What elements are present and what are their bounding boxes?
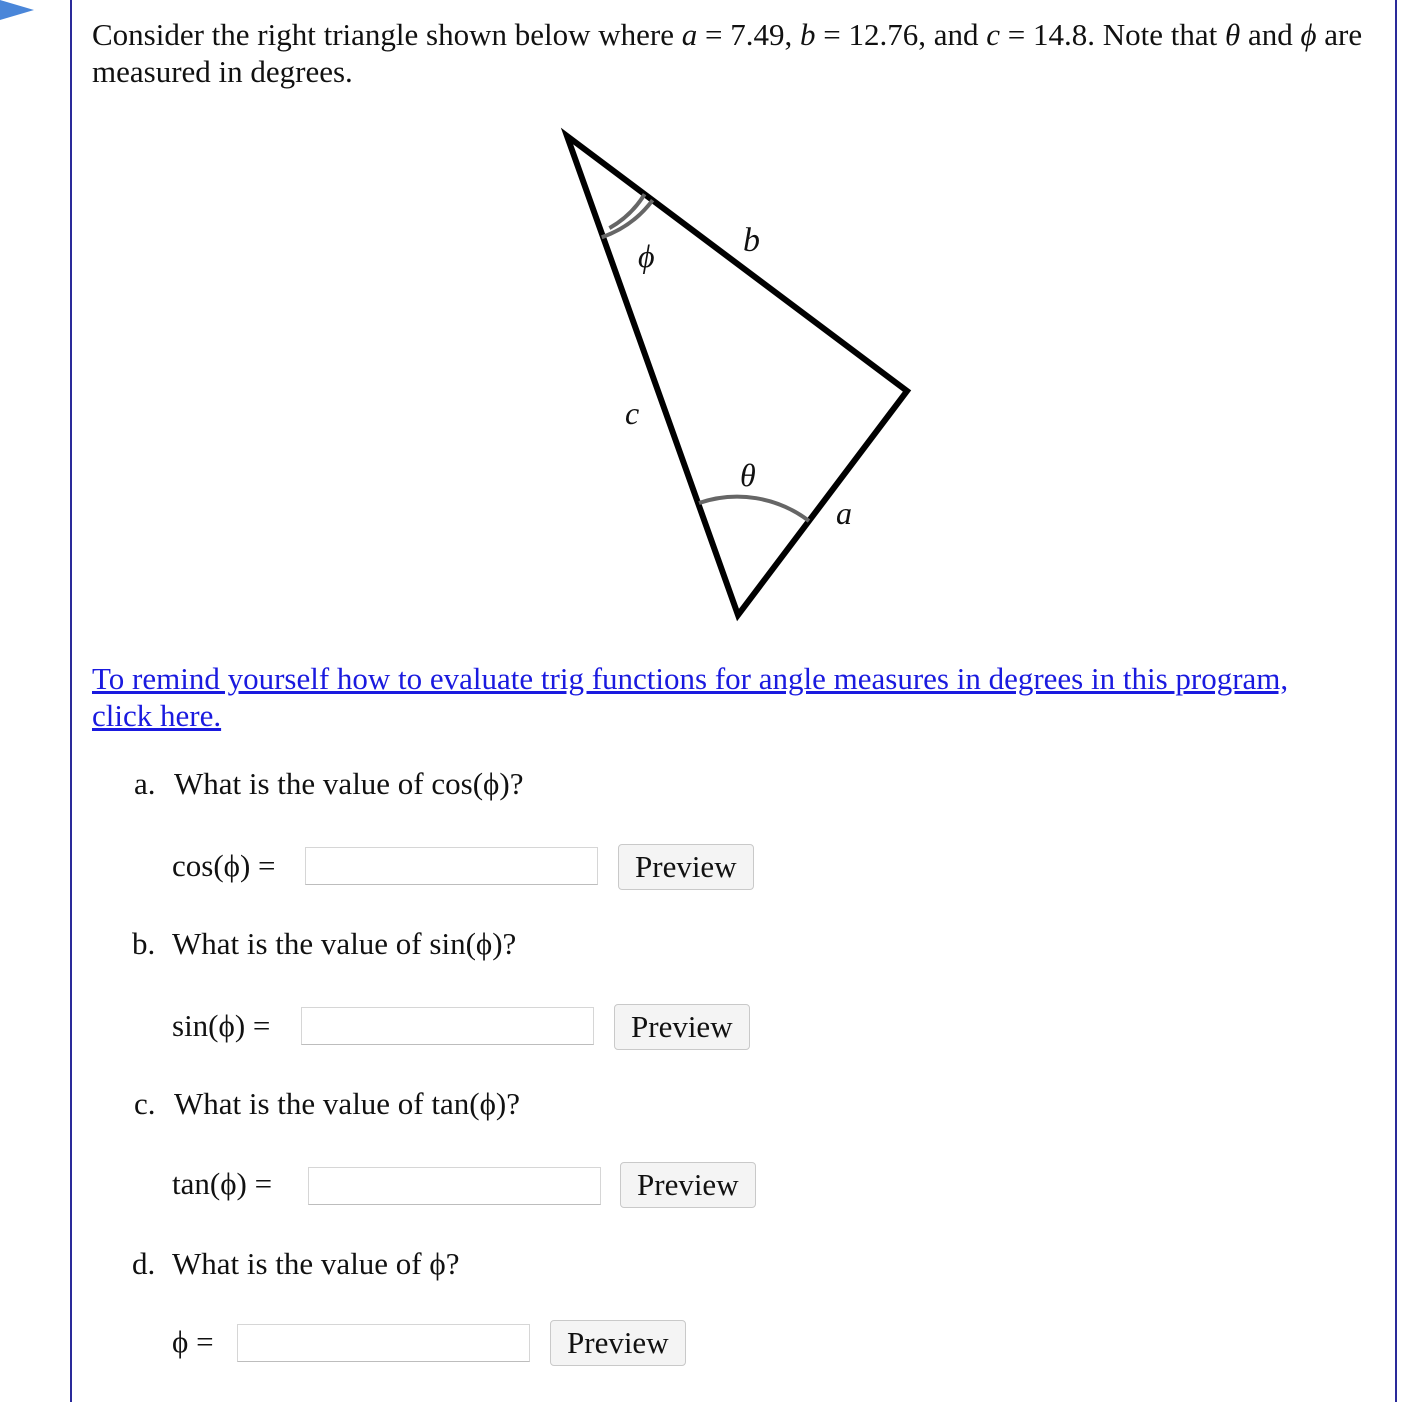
- answer-row-sin: [172, 1004, 772, 1048]
- question-d: d. What is the value of ϕ?: [132, 1246, 460, 1281]
- phi-answer-label: ϕ =: [172, 1324, 214, 1359]
- answer-row-phi: [172, 1320, 772, 1364]
- tan-answer-label: tan(ϕ) =: [172, 1166, 273, 1201]
- sin-answer-label: sin(ϕ) =: [172, 1008, 271, 1043]
- label-b: b: [743, 222, 760, 259]
- phi-preview-button[interactable]: Preview: [550, 1320, 686, 1366]
- tan-preview-button[interactable]: Preview: [620, 1162, 756, 1208]
- triangle-shape: [567, 136, 907, 615]
- triangle-diagram: [540, 120, 940, 630]
- sin-answer-input[interactable]: [301, 1007, 594, 1045]
- collapse-arrow-icon[interactable]: [0, 0, 34, 20]
- label-theta: θ: [740, 457, 756, 493]
- cos-answer-input[interactable]: [305, 847, 598, 885]
- trig-reminder-link[interactable]: To remind yourself how to evaluate trig functions for angle measures in degrees in this program, click here.: [92, 661, 1289, 733]
- question-b: b. What is the value of sin(ϕ)?: [132, 926, 517, 961]
- question-a: a. What is the value of cos(ϕ)?: [134, 766, 524, 801]
- label-c: c: [625, 395, 640, 431]
- phi-answer-input[interactable]: [237, 1324, 530, 1362]
- answer-row-cos: [172, 844, 772, 888]
- cos-preview-button[interactable]: Preview: [618, 844, 754, 890]
- frame-right-border: [1395, 0, 1397, 1402]
- question-c: c. What is the value of tan(ϕ)?: [134, 1086, 520, 1121]
- label-phi: ϕ: [638, 238, 655, 274]
- problem-statement: Consider the right triangle shown below where a = 7.49, b = 12.76, and c = 14.8. Note that θ and ϕ are measured in degrees.: [92, 17, 1363, 89]
- theta-angle-arc: [699, 497, 809, 521]
- sin-preview-button[interactable]: Preview: [614, 1004, 750, 1050]
- answer-row-tan: [172, 1162, 772, 1206]
- frame-left-border: [70, 0, 72, 1402]
- label-a: a: [836, 495, 852, 531]
- tan-answer-input[interactable]: [308, 1167, 601, 1205]
- cos-answer-label: cos(ϕ) =: [172, 848, 276, 883]
- phi-angle-arc-outer: [602, 200, 653, 237]
